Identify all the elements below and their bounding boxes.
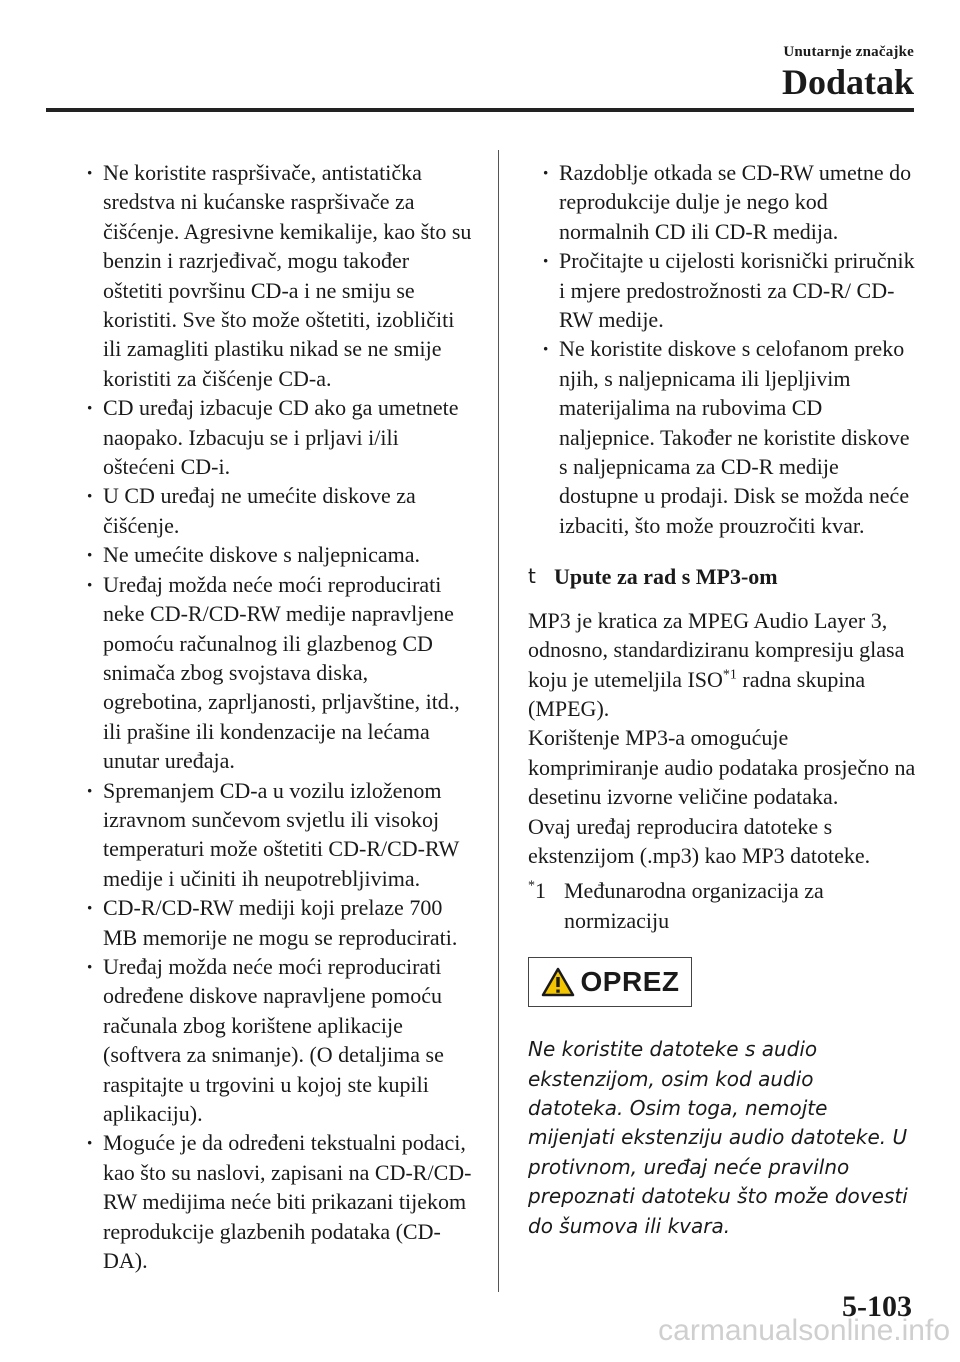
list-item: · U CD uređaj ne umećite diskove za čišćenje.	[72, 481, 472, 540]
footnote-text: Međunarodna organizacija za normizaciju	[564, 878, 824, 933]
list-item: · Spremanjem CD-a u vozilu izloženom izravnom sunčevom svjetlu ili visokoj temperaturi može oštetiti CD-R/CD-RW medije i učiniti ih neupotrebljivima.	[72, 776, 472, 894]
header-rule	[46, 108, 914, 112]
footnote-ref: *1	[722, 667, 737, 683]
list-item: · Razdoblje otkada se CD-RW umetne do reprodukcije dulje je nego kod normalnih CD ili CD-R medija.	[528, 158, 923, 246]
section-marker: t	[528, 564, 536, 589]
mp3-heading-text: Upute za rad s MP3-om	[554, 564, 778, 590]
watermark: carmanualsonline.info	[658, 1314, 950, 1347]
caution-badge	[528, 957, 692, 1007]
mp3-body	[528, 606, 923, 935]
paragraph-text: MP3 je kratica za MPEG Audio Layer 3, odnosno, standardiziranu kompresiju glasa koju je utemeljila ISO	[528, 607, 905, 692]
footnote-marker	[528, 876, 564, 935]
caution-label: OPREZ	[580, 966, 680, 998]
paragraph-text: radna skupina (MPEG).	[528, 666, 866, 721]
list-item: · CD uređaj izbacuje CD ako ga umetnete naopako. Izbacuju se i prljavi i/ili oštećeni CD-i.	[72, 393, 472, 481]
page-number: 5-103	[842, 1290, 912, 1323]
section-name: Unutarnje značajke	[783, 44, 914, 60]
list-item: · CD-R/CD-RW mediji koji prelaze 700 MB memorije ne mogu se reproducirati.	[72, 893, 472, 952]
footnote-asterisk: *	[528, 879, 535, 895]
right-column	[528, 158, 923, 1241]
list-item: · Ne koristite diskove s celofanom preko njih, s naljepnicama ili ljepljivim materijalima na rubovima CD naljepnice. Također ne koristite diskove s naljepnicama za CD-R medije dostupne u prodaji. Disk se možda neće izbaciti, što može prouzročiti kvar.	[528, 334, 923, 540]
mp3-paragraph-2: Korištenje MP3-a omogućuje komprimiranje audio podataka prosječno na desetinu izvorne veličine podataka.	[528, 725, 916, 810]
caution-text: Ne koristite datoteke s audio ekstenzijom, osim kod audio datoteka. Osim toga, nemojte mijenjati ekstenziju audio datoteke. U protivnom, uređaj neće pravilno prepoznati datoteku što može dovesti do šumova ili kvara.	[528, 1037, 908, 1238]
list-item: · Ne koristite raspršivače, antistatička sredstva ni kućanske raspršivače za čišćenje. Agresivne kemikalije, kao što su benzin i razrjeđivač, mogu također oštetiti površinu CD-a i ne smiju se koristiti. Sve što može oštetiti, izobličiti ili zamagliti plastiku nikad se ne smije koristiti za čišćenje CD-a.	[72, 158, 472, 393]
footnote	[528, 876, 923, 935]
mp3-section-heading	[528, 562, 923, 591]
left-bullet-list	[72, 158, 472, 1275]
page-header	[782, 44, 914, 103]
list-item: · Moguće je da određeni tekstualni podaci, kao što su naslovi, zapisani na CD-R/CD-RW medijima neće biti prikazani tijekom reprodukcije glazbenih podataka (CD-DA).	[72, 1128, 472, 1275]
warning-triangle-icon	[541, 967, 575, 997]
column-divider	[498, 150, 499, 1292]
list-item: · Uređaj možda neće moći reproducirati određene diskove napravljene pomoću računala zbog korištene aplikacije (softvera za snimanje). (O detaljima se raspitajte u trgovini u kojoj ste kupili aplikaciju).	[72, 952, 472, 1128]
right-bullet-list	[528, 158, 923, 540]
mp3-paragraph-1	[528, 606, 923, 724]
footnote-number: 1	[535, 878, 546, 904]
list-item: · Ne umećite diskove s naljepnicama.	[72, 540, 472, 569]
left-column	[72, 158, 472, 1275]
mp3-paragraph-3: Ovaj uređaj reproducira datoteke s ekstenzijom (.mp3) kao MP3 datoteke.	[528, 813, 871, 868]
page-title: Dodatak	[781, 62, 914, 102]
list-item: · Uređaj možda neće moći reproducirati neke CD-R/CD-RW medije napravljene pomoću računalnog ili glazbenog CD snimača zbog svojstava diska, ogrebotina, zaprljanosti, prljavštine, itd., ili prašine ili kondenzacije na lećama unutar uređaja.	[72, 570, 472, 776]
list-item: · Pročitajte u cijelosti korisnički priručnik i mjere predostrožnosti za CD-R/ CD-RW medije.	[528, 246, 923, 334]
